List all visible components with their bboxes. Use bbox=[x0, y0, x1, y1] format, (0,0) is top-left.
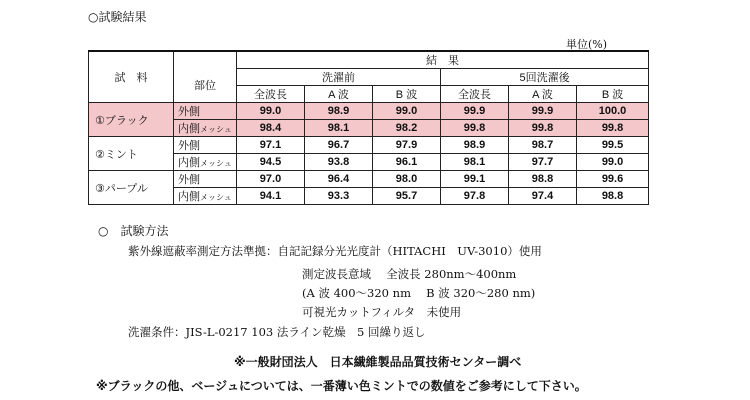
table-row bbox=[89, 103, 649, 120]
method-section-title: ○ 試験方法 bbox=[98, 224, 169, 238]
value-cell: 93.8 bbox=[305, 154, 373, 171]
value-cell: 97.7 bbox=[509, 154, 577, 171]
value-cell: 98.9 bbox=[441, 137, 509, 154]
header-after-wash: 5回洗濯後 bbox=[441, 69, 649, 86]
part-label: 内側 bbox=[178, 191, 200, 203]
method-wash-conditions: 洗濯条件：JIS-L-0217 103 法ライン乾燥 5 回繰り返し bbox=[128, 325, 426, 339]
value-cell: 94.1 bbox=[237, 188, 305, 205]
header-result: 結 果 bbox=[237, 51, 649, 69]
part-label: 外側 bbox=[178, 174, 200, 186]
value-cell: 99.1 bbox=[441, 171, 509, 188]
header-part: 部位 bbox=[174, 69, 237, 103]
value-cell: 98.1 bbox=[305, 120, 373, 137]
header-band-a-after: A 波 bbox=[509, 86, 577, 103]
value-cell: 98.9 bbox=[305, 103, 373, 120]
part-cell bbox=[174, 103, 237, 120]
part-label: 内側 bbox=[178, 123, 200, 135]
value-cell: 98.8 bbox=[509, 171, 577, 188]
part-label: 外側 bbox=[178, 140, 200, 152]
value-cell: 97.4 bbox=[509, 188, 577, 205]
value-cell: 96.4 bbox=[305, 171, 373, 188]
value-cell: 98.7 bbox=[509, 137, 577, 154]
unit-label: 単位(%) bbox=[566, 38, 608, 51]
part-suffix: メッシュ bbox=[200, 193, 232, 202]
value-cell: 97.0 bbox=[237, 171, 305, 188]
value-cell: 98.4 bbox=[237, 120, 305, 137]
value-cell: 94.5 bbox=[237, 154, 305, 171]
value-cell: 99.5 bbox=[577, 137, 649, 154]
value-cell: 97.8 bbox=[441, 188, 509, 205]
header-before-wash: 洗濯前 bbox=[237, 69, 441, 86]
note-testing-lab: ※一般財団法人 日本繊維製品品質技術センター調べ bbox=[234, 355, 522, 369]
sample-name: ①ブラック bbox=[89, 103, 174, 137]
method-standard: 紫外線遮蔽率測定方法準拠：自記記録分光光度計（HITACHI UV-3010）使用 bbox=[128, 244, 542, 258]
value-cell: 97.1 bbox=[237, 137, 305, 154]
header-sample: 試 料 bbox=[89, 51, 174, 103]
results-section-title: ○試験結果 bbox=[88, 10, 147, 24]
value-cell: 100.0 bbox=[577, 103, 649, 120]
value-cell: 99.0 bbox=[237, 103, 305, 120]
value-cell: 99.8 bbox=[441, 120, 509, 137]
value-cell: 96.1 bbox=[373, 154, 441, 171]
value-cell: 93.3 bbox=[305, 188, 373, 205]
header-band-b-before: B 波 bbox=[373, 86, 441, 103]
part-cell bbox=[174, 188, 237, 205]
value-cell: 99.9 bbox=[441, 103, 509, 120]
header-band-all-after: 全波長 bbox=[441, 86, 509, 103]
value-cell: 95.7 bbox=[373, 188, 441, 205]
sample-name: ②ミント bbox=[89, 137, 174, 171]
value-cell: 97.9 bbox=[373, 137, 441, 154]
header-band-all-before: 全波長 bbox=[237, 86, 305, 103]
value-cell: 99.8 bbox=[577, 120, 649, 137]
value-cell: 99.0 bbox=[373, 103, 441, 120]
table-row bbox=[89, 137, 649, 154]
header-band-b-after: B 波 bbox=[577, 86, 649, 103]
value-cell: 96.7 bbox=[305, 137, 373, 154]
part-cell bbox=[174, 137, 237, 154]
table-row bbox=[89, 171, 649, 188]
part-label: 外側 bbox=[178, 106, 200, 118]
part-cell bbox=[174, 154, 237, 171]
value-cell: 98.0 bbox=[373, 171, 441, 188]
value-cell: 98.8 bbox=[577, 188, 649, 205]
results-table bbox=[88, 50, 649, 205]
part-suffix: メッシュ bbox=[200, 159, 232, 168]
sample-name: ③パープル bbox=[89, 171, 174, 205]
method-wave-bands: (A 波 400～320 nm B 波 320～280 nm) bbox=[302, 286, 536, 300]
part-label: 内側 bbox=[178, 157, 200, 169]
value-cell: 99.0 bbox=[577, 154, 649, 171]
part-suffix: メッシュ bbox=[200, 125, 232, 134]
method-wavelength-range: 測定波長意域 全波長 280nm～400nm bbox=[302, 267, 517, 281]
header-band-a-before: A 波 bbox=[305, 86, 373, 103]
value-cell: 98.2 bbox=[373, 120, 441, 137]
part-cell bbox=[174, 120, 237, 137]
value-cell: 99.9 bbox=[509, 103, 577, 120]
note-beige: ※ブラックの他、ベージュについては、一番薄い色ミントでの数値をご参考にして下さい。 bbox=[96, 379, 587, 393]
value-cell: 99.8 bbox=[509, 120, 577, 137]
part-cell bbox=[174, 171, 237, 188]
value-cell: 99.6 bbox=[577, 171, 649, 188]
method-filter: 可視光カットフィルタ 未使用 bbox=[302, 305, 462, 319]
value-cell: 98.1 bbox=[441, 154, 509, 171]
